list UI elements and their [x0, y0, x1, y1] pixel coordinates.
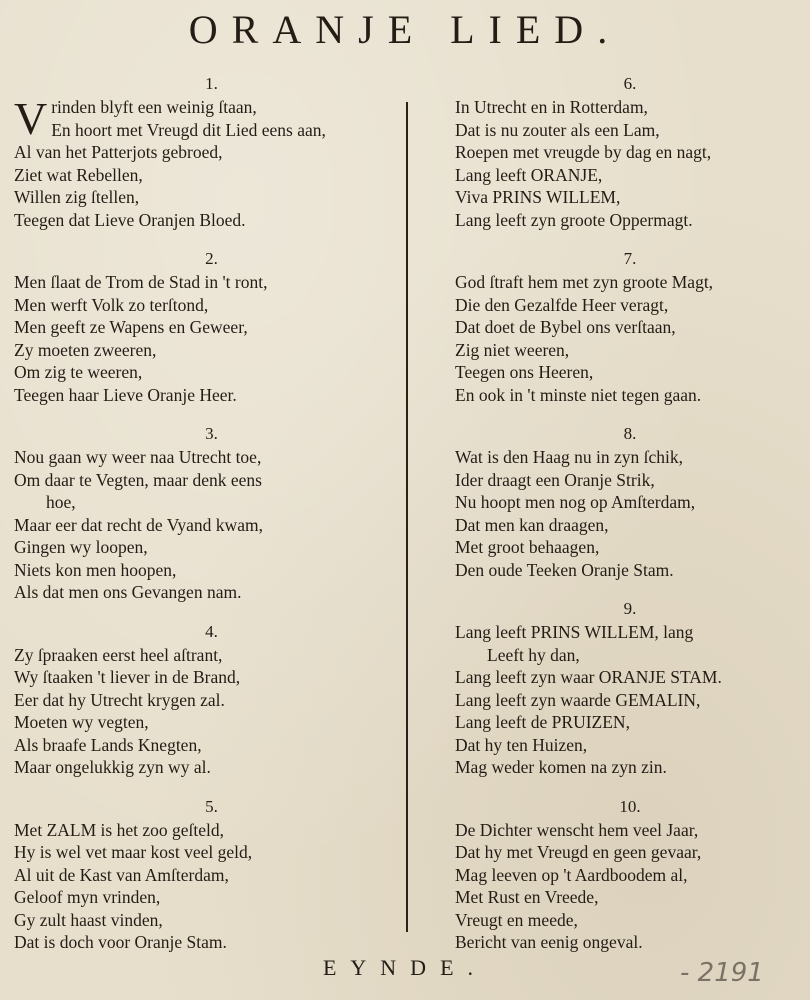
drop-cap: V: [14, 93, 48, 144]
stanza-number: 6.: [623, 74, 637, 93]
verse-line: Gingen wy loopen,: [14, 537, 148, 557]
stanza-7: [455, 249, 805, 406]
verse-line: En hoort met Vreugd dit Lied eens aan,: [51, 119, 326, 140]
verse-line: Lang leeft zyn waarde GEMALIN,: [455, 689, 701, 710]
verse-line: Al van het Patterjots gebroed,: [14, 142, 223, 162]
verse-line: hoe,: [46, 492, 76, 512]
stanza-1: [14, 74, 409, 231]
stanza-4: [14, 622, 409, 779]
stanza-5: [14, 797, 409, 954]
verse-line: Teegen haar Lieve Oranje Heer.: [14, 384, 237, 405]
verse-line: Met groot behaagen,: [455, 537, 600, 557]
stanza-2: [14, 249, 409, 406]
stanza-number: 4.: [205, 621, 218, 641]
verse-line: Maar ongelukkig zyn wy al.: [14, 757, 211, 777]
stanza-number: 1.: [205, 74, 218, 93]
verse-line: Dat hy met Vreugd en geen gevaar,: [455, 842, 702, 862]
stanza-number: 7.: [623, 249, 637, 268]
stanza-10: [455, 797, 805, 954]
verse-line: Roepen met vreugde by dag en nagt,: [455, 142, 712, 162]
stanza-number: 10.: [619, 796, 641, 816]
handwritten-annotation: - 2191: [680, 958, 764, 988]
verse-line: Leeft hy dan,: [487, 644, 580, 665]
right-column: [455, 74, 805, 972]
verse-line: Den oude Teeken Oranje Stam.: [455, 559, 674, 580]
verse-line: Wy ſtaaken 't liever in de Brand,: [14, 667, 241, 687]
verse-line: Nou gaan wy weer naa Utrecht toe,: [14, 447, 262, 467]
column-divider: [406, 102, 408, 932]
stanza-8: [455, 424, 805, 581]
end-label: EYNDE.: [322, 955, 488, 980]
verse-line: Zy moeten zweeren,: [14, 339, 157, 360]
verse-line: In Utrecht en in Rotterdam,: [455, 97, 648, 117]
left-column: [14, 74, 409, 972]
stanza-number: 9.: [623, 599, 637, 618]
verse-line: Willen zig ſtellen,: [14, 187, 140, 207]
stanza-number: 3.: [205, 424, 218, 443]
verse-line: Geloof myn vrinden,: [14, 887, 161, 907]
verse-line: Ider draagt een Oranje Strik,: [455, 469, 655, 490]
verse-line: Dat is doch voor Oranje Stam.: [14, 932, 227, 952]
verse-line: Ziet wat Rebellen,: [14, 164, 143, 185]
verse-line: Als braafe Lands Knegten,: [14, 734, 202, 755]
verse-line: Dat doet de Bybel ons verſtaan,: [455, 317, 676, 337]
verse-line: Al uit de Kast van Amſterdam,: [14, 864, 229, 885]
verse-line: Mag weder komen na zyn zin.: [455, 757, 667, 777]
page-title: ORANJE LIED.: [188, 7, 622, 52]
verse-line: Men werft Volk zo terſtond,: [14, 294, 209, 315]
verse-line: Dat hy ten Huizen,: [455, 734, 588, 755]
verse-line: Moeten wy vegten,: [14, 712, 149, 732]
stanza-9: [455, 599, 805, 779]
verse-line: Men geeft ze Wapens en Geweer,: [14, 317, 248, 337]
verse-line: Wat is den Haag nu in zyn ſchik,: [455, 447, 683, 467]
verse-line: Hy is wel vet maar kost veel geld,: [14, 842, 253, 862]
verse-line: Bericht van eenig ongeval.: [455, 932, 643, 952]
verse-line: Zig niet weeren,: [455, 339, 570, 360]
verse-line: Met ZALM is het zoo geſteld,: [14, 819, 224, 840]
verse-line: Vreugt en meede,: [455, 909, 578, 930]
verse-line: Maar eer dat recht de Vyand kwam,: [14, 514, 263, 535]
verse-line: Gy zult haast vinden,: [14, 909, 163, 930]
verse-line: Met Rust en Vreede,: [455, 887, 599, 907]
verse-line: Die den Gezalfde Heer veragt,: [455, 294, 669, 315]
verse-line: Om daar te Vegten, maar denk eens: [14, 469, 262, 490]
verse-line: Dat men kan draagen,: [455, 514, 609, 535]
stanza-3: [14, 424, 409, 604]
verse-line: Zy ſpraaken eerst heel aſtrant,: [14, 644, 223, 665]
verse-line: Mag leeven op 't Aardboodem al,: [455, 864, 688, 885]
verse-line: Als dat men ons Gevangen nam.: [14, 582, 242, 602]
stanza-6: [455, 74, 805, 231]
verse-line: Lang leeft PRINS WILLEM, lang: [455, 622, 694, 642]
stanza-number: 8.: [623, 424, 637, 443]
verse-line: Lang leeft zyn waar ORANJE STAM.: [455, 667, 722, 687]
stanza-number: 5.: [205, 796, 218, 816]
stanza-number: 2.: [205, 249, 218, 268]
verse-line: Niets kon men hoopen,: [14, 559, 177, 580]
verse-line: rinden blyft een weinig ſtaan,: [51, 97, 257, 117]
verse-line: De Dichter wenscht hem veel Jaar,: [455, 819, 699, 840]
verse-line: God ſtraft hem met zyn groote Magt,: [455, 272, 714, 292]
verse-line: Lang leeft zyn groote Oppermagt.: [455, 209, 693, 230]
verse-line: Men ſlaat de Trom de Stad in 't ront,: [14, 272, 268, 292]
verse-line: Nu hoopt men nog op Amſterdam,: [455, 492, 696, 512]
verse-line: Lang leeft de PRUIZEN,: [455, 712, 630, 732]
verse-line: Teegen dat Lieve Oranjen Bloed.: [14, 209, 246, 230]
verse-line: Lang leeft ORANJE,: [455, 164, 603, 185]
verse-line: En ook in 't minste niet tegen gaan.: [455, 384, 702, 405]
verse-line: Eer dat hy Utrecht krygen zal.: [14, 689, 225, 710]
verse-line: Viva PRINS WILLEM,: [455, 187, 621, 207]
verse-line: Teegen ons Heeren,: [455, 362, 594, 382]
verse-line: Om zig te weeren,: [14, 362, 143, 382]
verse-line: Dat is nu zouter als een Lam,: [455, 119, 660, 140]
